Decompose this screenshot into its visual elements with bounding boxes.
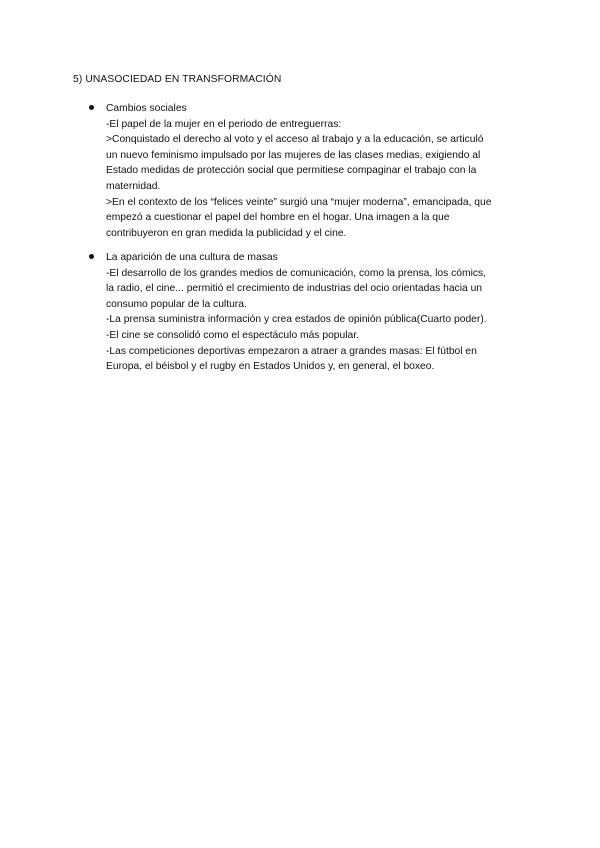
paragraph-line: un nuevo feminismo impulsado por las mujeres de las clases medias, exigiendo al <box>106 149 481 161</box>
paragraph-line: -El cine se consolidó como el espectáculo más popular. <box>106 329 359 341</box>
paragraph-line: >En el contexto de los “felices veinte” surgió una “mujer moderna”, emancipada, que <box>106 196 492 208</box>
paragraph-line: consumo popular de la cultura. <box>106 298 247 310</box>
bullet-title: La aparición de una cultura de masas <box>106 252 278 263</box>
bullet-title: Cambios sociales <box>106 103 187 114</box>
paragraph-line: contribuyeron en gran medida la publicidad y el cine. <box>106 227 347 239</box>
bullet-dot-icon <box>89 105 94 110</box>
paragraph-line: Europa, el béisbol y el rugby en Estados Unidos y, en general, el boxeo. <box>106 361 435 373</box>
bullet-content <box>106 101 538 241</box>
paragraph-line: -La prensa suministra información y crea estados de opinión pública(Cuarto poder). <box>106 314 487 326</box>
paragraph-line: -El papel de la mujer en el periodo de entreguerras: <box>106 118 342 130</box>
bullet-dot-icon <box>89 254 94 259</box>
paragraph-line: >Conquistado el derecho al voto y el acceso al trabajo y a la educación, se articuló <box>106 134 484 146</box>
paragraph-line: -El desarrollo de los grandes medios de comunicación, como la prensa, los cómics, <box>106 267 487 279</box>
paragraph-line: empezó a cuestionar el papel del hombre en el hogar. Una imagen a la que <box>106 212 450 224</box>
paragraph-line: la radio, el cine... permitió el crecimiento de industrias del ocio orientadas hacia un <box>106 283 483 295</box>
paragraph-line: maternidad. <box>106 180 161 192</box>
bullet-content <box>106 250 538 375</box>
section-heading: 5) UNASOCIEDAD EN TRANSFORMACIÓN <box>73 74 282 85</box>
paragraph-line: -Las competiciones deportivas empezaron a atraer a grandes masas: El fútbol en <box>106 345 477 357</box>
paragraph-line: Estado medidas de protección social que permitiese compaginar el trabajo con la <box>106 165 477 177</box>
